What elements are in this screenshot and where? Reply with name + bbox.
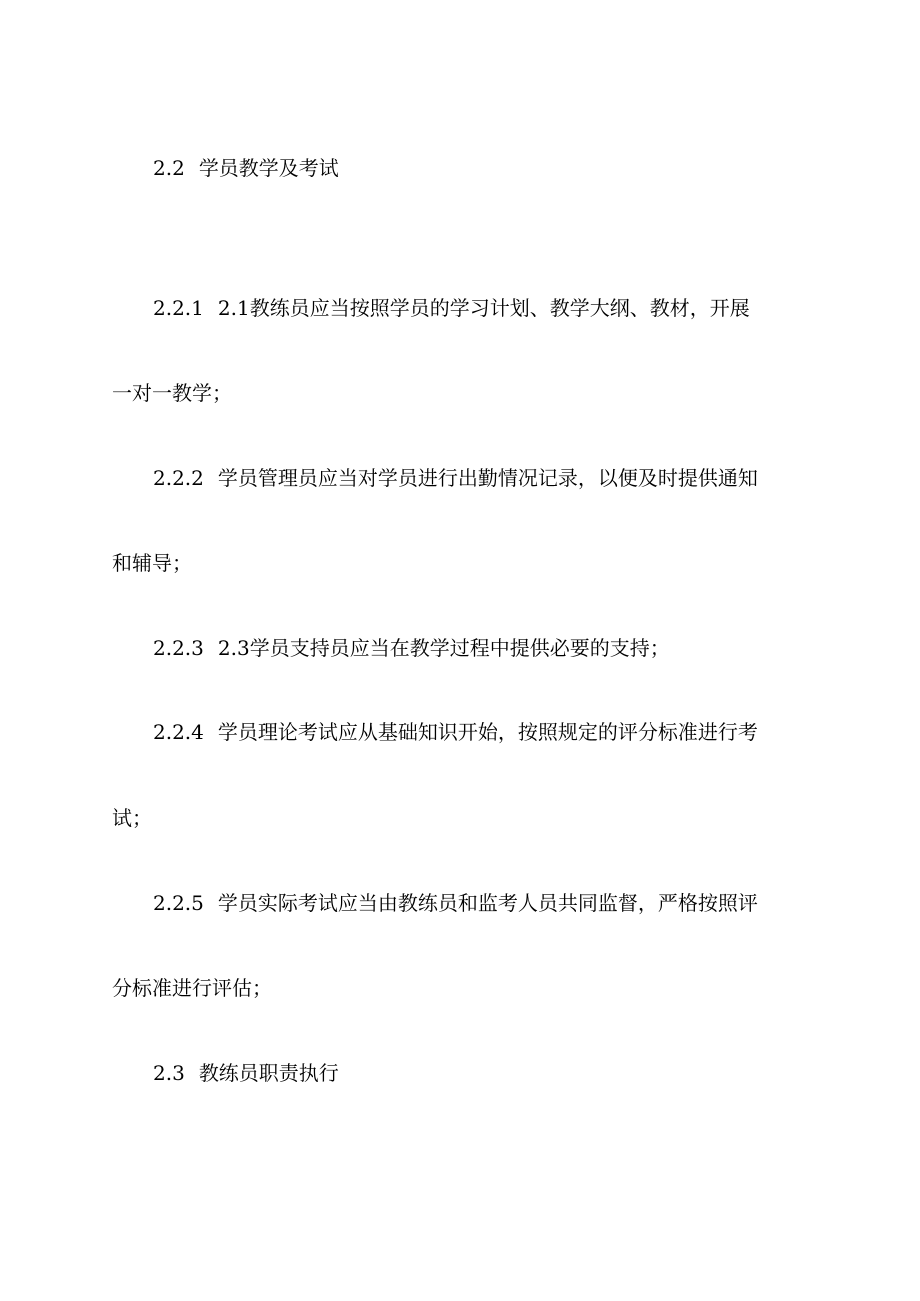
section-number: 2.2	[153, 156, 185, 180]
paragraph-2-2-1-line-1	[153, 293, 920, 323]
paragraph-2-2-4-line-2	[112, 803, 920, 833]
item-text: 2.1教练员应当按照学员的学习计划、教学大纲、教材，开展	[217, 296, 750, 320]
item-text: 学员理论考试应从基础知识开始，按照规定的评分标准进行考	[217, 720, 758, 744]
item-number: 2.2.2	[153, 466, 204, 490]
section-number: 2.3	[153, 1061, 185, 1085]
item-text-continued: 试；	[112, 806, 152, 830]
item-number: 2.2.4	[153, 720, 204, 744]
item-text: 2.3学员支持员应当在教学过程中提供必要的支持；	[217, 636, 670, 660]
item-text-continued: 分标准进行评估；	[112, 976, 272, 1000]
paragraph-2-2-3-line-1	[153, 633, 920, 663]
item-number: 2.2.3	[153, 636, 204, 660]
paragraph-2-2-2-line-1	[153, 463, 920, 493]
item-text-continued: 和辅导；	[112, 551, 192, 575]
item-text: 学员管理员应当对学员进行出勤情况记录，以便及时提供通知	[217, 466, 758, 490]
paragraph-2-2-5-line-2	[112, 973, 920, 1003]
section-title: 教练员职责执行	[198, 1061, 339, 1085]
item-text-continued: 一对一教学；	[112, 381, 232, 405]
paragraph-2-2-1-line-2	[112, 378, 920, 408]
item-number: 2.2.1	[153, 296, 204, 320]
paragraph-2-2-2-line-2	[112, 548, 920, 578]
item-text: 学员实际考试应当由教练员和监考人员共同监督，严格按照评	[217, 891, 758, 915]
paragraph-2-2-4-line-1	[153, 717, 920, 747]
section-heading-2-2	[153, 153, 920, 183]
paragraph-2-2-5-line-1	[153, 888, 920, 918]
item-number: 2.2.5	[153, 891, 204, 915]
section-title: 学员教学及考试	[198, 156, 339, 180]
section-heading-2-3	[153, 1058, 920, 1088]
